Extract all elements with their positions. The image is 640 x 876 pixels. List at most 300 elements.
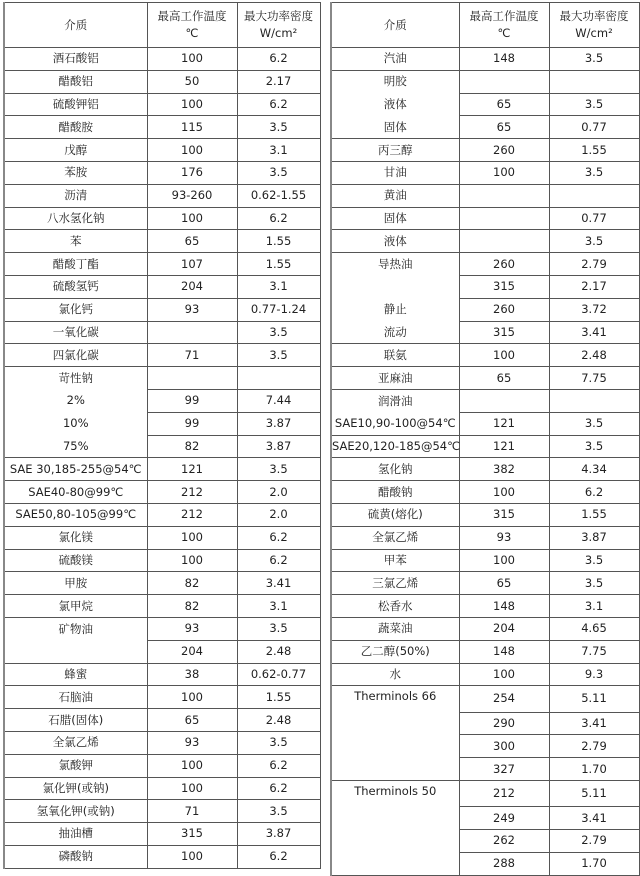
cell-medium: 硫酸钾铝 bbox=[4, 93, 147, 116]
table-row bbox=[331, 275, 639, 298]
cell-medium: SAE20,120-185@54℃ bbox=[331, 435, 459, 458]
header-medium: 介质 bbox=[4, 3, 147, 48]
table-row bbox=[331, 412, 639, 435]
cell-temp bbox=[459, 207, 549, 230]
cell-medium: 联氨 bbox=[331, 344, 459, 367]
table-row bbox=[331, 595, 639, 618]
cell-power: 1.70 bbox=[549, 852, 639, 875]
cell-temp: 100 bbox=[147, 48, 237, 71]
table-row bbox=[4, 549, 320, 572]
cell-temp: 93-260 bbox=[147, 184, 237, 207]
cell-temp: 327 bbox=[459, 758, 549, 781]
header-max-power-label: 最大功率密度 bbox=[559, 9, 629, 23]
cell-temp: 212 bbox=[147, 503, 237, 526]
cell-power: 3.5 bbox=[237, 344, 320, 367]
cell-temp: 121 bbox=[459, 435, 549, 458]
cell-temp bbox=[147, 367, 237, 390]
cell-medium: 醋酸钠 bbox=[331, 481, 459, 504]
cell-temp: 50 bbox=[147, 70, 237, 93]
cell-power bbox=[549, 184, 639, 207]
cell-temp: 260 bbox=[459, 253, 549, 276]
cell-temp: 71 bbox=[147, 800, 237, 823]
cell-temp: 100 bbox=[459, 161, 549, 184]
cell-medium: 甲胺 bbox=[4, 572, 147, 595]
table-row bbox=[4, 617, 320, 640]
cell-power: 6.2 bbox=[237, 549, 320, 572]
cell-power: 3.5 bbox=[237, 321, 320, 344]
cell-medium bbox=[331, 735, 459, 758]
table-row bbox=[331, 367, 639, 390]
cell-temp: 100 bbox=[147, 686, 237, 709]
cell-temp: 121 bbox=[459, 412, 549, 435]
header-max-temp bbox=[147, 3, 237, 48]
cell-temp: 121 bbox=[147, 458, 237, 481]
table-row bbox=[4, 731, 320, 754]
cell-medium: 醋酸胺 bbox=[4, 116, 147, 139]
cell-temp: 204 bbox=[147, 275, 237, 298]
cell-medium: 松香水 bbox=[331, 595, 459, 618]
cell-temp: 315 bbox=[459, 321, 549, 344]
table-row bbox=[331, 230, 639, 253]
cell-medium: 甘油 bbox=[331, 161, 459, 184]
header-max-temp-label: 最高工作温度 bbox=[157, 9, 227, 23]
header-max-power-label: 最大功率密度 bbox=[244, 9, 313, 23]
cell-power: 7.75 bbox=[549, 367, 639, 390]
cell-power: 3.1 bbox=[237, 595, 320, 618]
table-row bbox=[4, 754, 320, 777]
cell-medium bbox=[4, 640, 147, 663]
cell-power: 9.3 bbox=[549, 663, 639, 686]
cell-power: 2.48 bbox=[237, 709, 320, 732]
cell-temp: 100 bbox=[147, 207, 237, 230]
table-row bbox=[331, 116, 639, 139]
table-row bbox=[331, 184, 639, 207]
cell-temp: 260 bbox=[459, 139, 549, 162]
cell-temp: 262 bbox=[459, 830, 549, 853]
cell-power: 7.44 bbox=[237, 389, 320, 412]
table-row bbox=[331, 830, 639, 853]
cell-temp: 115 bbox=[147, 116, 237, 139]
cell-power: 0.77 bbox=[549, 207, 639, 230]
cell-temp: 382 bbox=[459, 458, 549, 481]
cell-power: 4.65 bbox=[549, 617, 639, 640]
table-row bbox=[331, 389, 639, 412]
cell-power: 6.2 bbox=[237, 754, 320, 777]
table-row bbox=[4, 481, 320, 504]
table-row bbox=[4, 845, 320, 868]
cell-temp: 99 bbox=[147, 412, 237, 435]
left-table bbox=[3, 2, 321, 869]
cell-medium: SAE40-80@99℃ bbox=[4, 481, 147, 504]
table-row bbox=[4, 344, 320, 367]
cell-temp: 100 bbox=[147, 549, 237, 572]
cell-medium: 蔬菜油 bbox=[331, 617, 459, 640]
cell-temp: 82 bbox=[147, 435, 237, 458]
table-row bbox=[4, 367, 320, 390]
table-row bbox=[331, 758, 639, 781]
table-row bbox=[331, 686, 639, 712]
header-row bbox=[331, 3, 639, 48]
table-row bbox=[4, 435, 320, 458]
cell-medium bbox=[331, 712, 459, 735]
cell-power: 3.5 bbox=[237, 617, 320, 640]
cell-temp: 93 bbox=[147, 617, 237, 640]
cell-temp: 148 bbox=[459, 48, 549, 71]
cell-temp: 315 bbox=[147, 823, 237, 846]
cell-power: 3.5 bbox=[549, 572, 639, 595]
cell-temp: 82 bbox=[147, 572, 237, 595]
cell-power: 0.62-1.55 bbox=[237, 184, 320, 207]
header-max-temp-label: 最高工作温度 bbox=[469, 9, 539, 23]
cell-power: 1.55 bbox=[549, 503, 639, 526]
table-row bbox=[4, 458, 320, 481]
cell-power: 3.1 bbox=[237, 275, 320, 298]
cell-medium: 氯化钾(或钠) bbox=[4, 777, 147, 800]
header-medium: 介质 bbox=[331, 3, 459, 48]
cell-power: 3.5 bbox=[237, 800, 320, 823]
cell-power: 3.5 bbox=[237, 161, 320, 184]
cell-medium: 四氯化碳 bbox=[4, 344, 147, 367]
cell-medium: 黄油 bbox=[331, 184, 459, 207]
cell-medium: Therminols 66 bbox=[331, 686, 459, 712]
cell-temp: 82 bbox=[147, 595, 237, 618]
cell-power: 3.5 bbox=[549, 230, 639, 253]
table-row bbox=[4, 230, 320, 253]
cell-power: 1.55 bbox=[549, 139, 639, 162]
cell-medium: 氢氧化钾(或钠) bbox=[4, 800, 147, 823]
cell-temp: 100 bbox=[147, 93, 237, 116]
cell-power: 6.2 bbox=[549, 481, 639, 504]
header-max-power-unit: W/cm² bbox=[259, 26, 298, 40]
table-row bbox=[331, 852, 639, 875]
cell-temp: 300 bbox=[459, 735, 549, 758]
cell-medium: 沥清 bbox=[4, 184, 147, 207]
cell-temp: 290 bbox=[459, 712, 549, 735]
cell-medium: 氯甲烷 bbox=[4, 595, 147, 618]
cell-power: 3.5 bbox=[237, 731, 320, 754]
table-row bbox=[331, 663, 639, 686]
table-row bbox=[4, 298, 320, 321]
table-row bbox=[4, 640, 320, 663]
cell-medium: Therminols 50 bbox=[331, 781, 459, 807]
cell-medium: 静止 bbox=[331, 298, 459, 321]
cell-temp: 65 bbox=[459, 116, 549, 139]
table-row bbox=[4, 595, 320, 618]
cell-power: 3.5 bbox=[549, 549, 639, 572]
cell-medium bbox=[331, 275, 459, 298]
cell-temp: 71 bbox=[147, 344, 237, 367]
header-max-power-unit: W/cm² bbox=[575, 26, 613, 40]
cell-temp: 100 bbox=[147, 526, 237, 549]
table-row bbox=[4, 321, 320, 344]
cell-temp: 93 bbox=[147, 731, 237, 754]
header-max-temp bbox=[459, 3, 549, 48]
cell-medium bbox=[331, 758, 459, 781]
cell-power: 3.5 bbox=[237, 458, 320, 481]
table-row bbox=[4, 412, 320, 435]
cell-temp: 176 bbox=[147, 161, 237, 184]
table-row bbox=[331, 435, 639, 458]
cell-medium: 乙二醇(50%) bbox=[331, 640, 459, 663]
table-row bbox=[331, 549, 639, 572]
cell-medium: 流动 bbox=[331, 321, 459, 344]
cell-temp: 65 bbox=[459, 367, 549, 390]
cell-power: 0.77 bbox=[549, 116, 639, 139]
header-row bbox=[4, 3, 320, 48]
table-row bbox=[331, 503, 639, 526]
cell-power: 3.5 bbox=[549, 412, 639, 435]
cell-medium: 汽油 bbox=[331, 48, 459, 71]
table-row bbox=[331, 458, 639, 481]
table-row bbox=[4, 572, 320, 595]
cell-medium: 液体 bbox=[331, 230, 459, 253]
cell-temp: 212 bbox=[147, 481, 237, 504]
cell-medium: 醋酸铝 bbox=[4, 70, 147, 93]
table-row bbox=[331, 344, 639, 367]
header-max-power bbox=[237, 3, 320, 48]
cell-temp: 148 bbox=[459, 640, 549, 663]
cell-power: 4.34 bbox=[549, 458, 639, 481]
cell-temp bbox=[459, 230, 549, 253]
table-row bbox=[4, 48, 320, 71]
table-row bbox=[4, 800, 320, 823]
cell-power: 1.70 bbox=[549, 758, 639, 781]
cell-temp: 38 bbox=[147, 663, 237, 686]
cell-temp: 100 bbox=[147, 139, 237, 162]
table-row bbox=[4, 709, 320, 732]
cell-power: 6.2 bbox=[237, 777, 320, 800]
cell-medium: 固体 bbox=[331, 116, 459, 139]
header-max-temp-unit: ℃ bbox=[185, 26, 199, 40]
cell-medium: 全氯乙烯 bbox=[4, 731, 147, 754]
cell-power: 3.5 bbox=[549, 161, 639, 184]
cell-temp: 107 bbox=[147, 253, 237, 276]
cell-medium: 抽油槽 bbox=[4, 823, 147, 846]
cell-medium: 石腊(固体) bbox=[4, 709, 147, 732]
cell-medium: 八水氢化钠 bbox=[4, 207, 147, 230]
cell-medium: 一氧化碳 bbox=[4, 321, 147, 344]
cell-power: 5.11 bbox=[549, 781, 639, 807]
cell-power: 2.48 bbox=[237, 640, 320, 663]
cell-power: 2.0 bbox=[237, 503, 320, 526]
cell-medium bbox=[331, 807, 459, 830]
cell-power: 3.41 bbox=[237, 572, 320, 595]
table-row bbox=[4, 526, 320, 549]
table-row bbox=[331, 572, 639, 595]
cell-power: 1.55 bbox=[237, 253, 320, 276]
cell-temp: 100 bbox=[459, 481, 549, 504]
cell-temp: 100 bbox=[459, 344, 549, 367]
cell-power: 3.87 bbox=[237, 412, 320, 435]
table-row bbox=[331, 298, 639, 321]
cell-power: 3.41 bbox=[549, 807, 639, 830]
cell-power: 3.1 bbox=[237, 139, 320, 162]
table-row bbox=[4, 503, 320, 526]
cell-temp: 93 bbox=[147, 298, 237, 321]
table-row bbox=[331, 321, 639, 344]
cell-power: 3.1 bbox=[549, 595, 639, 618]
cell-power: 3.72 bbox=[549, 298, 639, 321]
cell-power: 3.5 bbox=[237, 116, 320, 139]
cell-power: 3.5 bbox=[549, 93, 639, 116]
cell-temp: 212 bbox=[459, 781, 549, 807]
table-row bbox=[4, 389, 320, 412]
cell-medium: 固体 bbox=[331, 207, 459, 230]
cell-medium: 2% bbox=[4, 389, 147, 412]
cell-temp: 65 bbox=[459, 93, 549, 116]
table-row bbox=[4, 253, 320, 276]
cell-medium: 酒石酸铝 bbox=[4, 48, 147, 71]
cell-power: 6.2 bbox=[237, 207, 320, 230]
table-row bbox=[331, 207, 639, 230]
cell-temp: 65 bbox=[147, 709, 237, 732]
cell-power: 3.5 bbox=[549, 435, 639, 458]
table-row bbox=[331, 139, 639, 162]
cell-power bbox=[549, 389, 639, 412]
cell-medium: 甲苯 bbox=[331, 549, 459, 572]
table-row bbox=[4, 686, 320, 709]
cell-power: 0.77-1.24 bbox=[237, 298, 320, 321]
cell-power: 6.2 bbox=[237, 48, 320, 71]
cell-power: 3.41 bbox=[549, 712, 639, 735]
cell-medium: 硫酸氢钙 bbox=[4, 275, 147, 298]
cell-power: 2.17 bbox=[549, 275, 639, 298]
cell-power bbox=[237, 367, 320, 390]
table-row bbox=[331, 48, 639, 71]
cell-power: 6.2 bbox=[237, 526, 320, 549]
cell-medium: SAE10,90-100@54℃ bbox=[331, 412, 459, 435]
table-row bbox=[331, 161, 639, 184]
cell-medium: 苯胺 bbox=[4, 161, 147, 184]
cell-temp bbox=[147, 321, 237, 344]
cell-temp: 65 bbox=[147, 230, 237, 253]
table-row bbox=[331, 617, 639, 640]
table-row bbox=[4, 663, 320, 686]
table-row bbox=[331, 93, 639, 116]
cell-power: 6.2 bbox=[237, 93, 320, 116]
cell-medium: 苯 bbox=[4, 230, 147, 253]
cell-temp: 204 bbox=[459, 617, 549, 640]
cell-temp: 254 bbox=[459, 686, 549, 712]
cell-medium: 导热油 bbox=[331, 253, 459, 276]
cell-power: 1.55 bbox=[237, 230, 320, 253]
cell-temp: 249 bbox=[459, 807, 549, 830]
table-row bbox=[331, 70, 639, 93]
cell-temp bbox=[459, 184, 549, 207]
cell-medium: SAE 30,185-255@54℃ bbox=[4, 458, 147, 481]
cell-temp: 315 bbox=[459, 275, 549, 298]
cell-power: 2.79 bbox=[549, 830, 639, 853]
cell-temp: 100 bbox=[147, 845, 237, 868]
cell-medium: 明胶 bbox=[331, 70, 459, 93]
cell-medium: 水 bbox=[331, 663, 459, 686]
header-max-power bbox=[549, 3, 639, 48]
cell-medium: 戊醇 bbox=[4, 139, 147, 162]
right-table bbox=[330, 2, 640, 876]
table-row bbox=[4, 184, 320, 207]
table-row bbox=[331, 640, 639, 663]
cell-temp: 100 bbox=[147, 754, 237, 777]
cell-medium: 氯化镁 bbox=[4, 526, 147, 549]
table-row bbox=[4, 93, 320, 116]
cell-power: 2.79 bbox=[549, 735, 639, 758]
table-row bbox=[4, 207, 320, 230]
cell-power bbox=[549, 70, 639, 93]
cell-medium bbox=[331, 830, 459, 853]
table-row bbox=[4, 139, 320, 162]
table-row bbox=[4, 275, 320, 298]
cell-medium: 亚麻油 bbox=[331, 367, 459, 390]
table-row bbox=[331, 712, 639, 735]
cell-temp bbox=[459, 70, 549, 93]
cell-medium: 氯酸钾 bbox=[4, 754, 147, 777]
cell-medium: 75% bbox=[4, 435, 147, 458]
cell-medium: 润滑油 bbox=[331, 389, 459, 412]
cell-power: 3.5 bbox=[549, 48, 639, 71]
cell-medium: 丙三醇 bbox=[331, 139, 459, 162]
cell-temp bbox=[459, 389, 549, 412]
cell-power: 3.87 bbox=[549, 526, 639, 549]
cell-temp: 315 bbox=[459, 503, 549, 526]
cell-medium: 磷酸钠 bbox=[4, 845, 147, 868]
table-row bbox=[331, 735, 639, 758]
cell-medium: 苛性钠 bbox=[4, 367, 147, 390]
cell-medium: 全氯乙烯 bbox=[331, 526, 459, 549]
cell-power: 3.87 bbox=[237, 823, 320, 846]
cell-medium bbox=[331, 852, 459, 875]
cell-power: 3.41 bbox=[549, 321, 639, 344]
cell-power: 0.62-0.77 bbox=[237, 663, 320, 686]
cell-power: 2.79 bbox=[549, 253, 639, 276]
cell-medium: 10% bbox=[4, 412, 147, 435]
cell-temp: 65 bbox=[459, 572, 549, 595]
cell-power: 2.48 bbox=[549, 344, 639, 367]
cell-temp: 100 bbox=[147, 777, 237, 800]
cell-medium: 石脑油 bbox=[4, 686, 147, 709]
left-table-body bbox=[4, 48, 320, 869]
cell-power: 1.55 bbox=[237, 686, 320, 709]
table-row bbox=[331, 253, 639, 276]
table-row bbox=[4, 161, 320, 184]
cell-temp: 100 bbox=[459, 663, 549, 686]
cell-medium: 氯化钙 bbox=[4, 298, 147, 321]
cell-temp: 260 bbox=[459, 298, 549, 321]
right-table-body bbox=[331, 48, 639, 876]
cell-temp: 93 bbox=[459, 526, 549, 549]
cell-medium: 硫黄(熔化) bbox=[331, 503, 459, 526]
cell-temp: 99 bbox=[147, 389, 237, 412]
cell-temp: 148 bbox=[459, 595, 549, 618]
cell-temp: 204 bbox=[147, 640, 237, 663]
cell-medium: 三氯乙烯 bbox=[331, 572, 459, 595]
cell-medium: SAE50,80-105@99℃ bbox=[4, 503, 147, 526]
cell-power: 6.2 bbox=[237, 845, 320, 868]
cell-medium: 硫酸镁 bbox=[4, 549, 147, 572]
header-max-temp-unit: ℃ bbox=[497, 26, 511, 40]
cell-power: 2.17 bbox=[237, 70, 320, 93]
table-row bbox=[4, 777, 320, 800]
table-row bbox=[4, 70, 320, 93]
table-row bbox=[4, 116, 320, 139]
table-row bbox=[331, 807, 639, 830]
cell-medium: 蜂蜜 bbox=[4, 663, 147, 686]
cell-power: 5.11 bbox=[549, 686, 639, 712]
cell-medium: 矿物油 bbox=[4, 617, 147, 640]
cell-medium: 液体 bbox=[331, 93, 459, 116]
table-row bbox=[4, 823, 320, 846]
cell-power: 3.87 bbox=[237, 435, 320, 458]
table-row bbox=[331, 526, 639, 549]
